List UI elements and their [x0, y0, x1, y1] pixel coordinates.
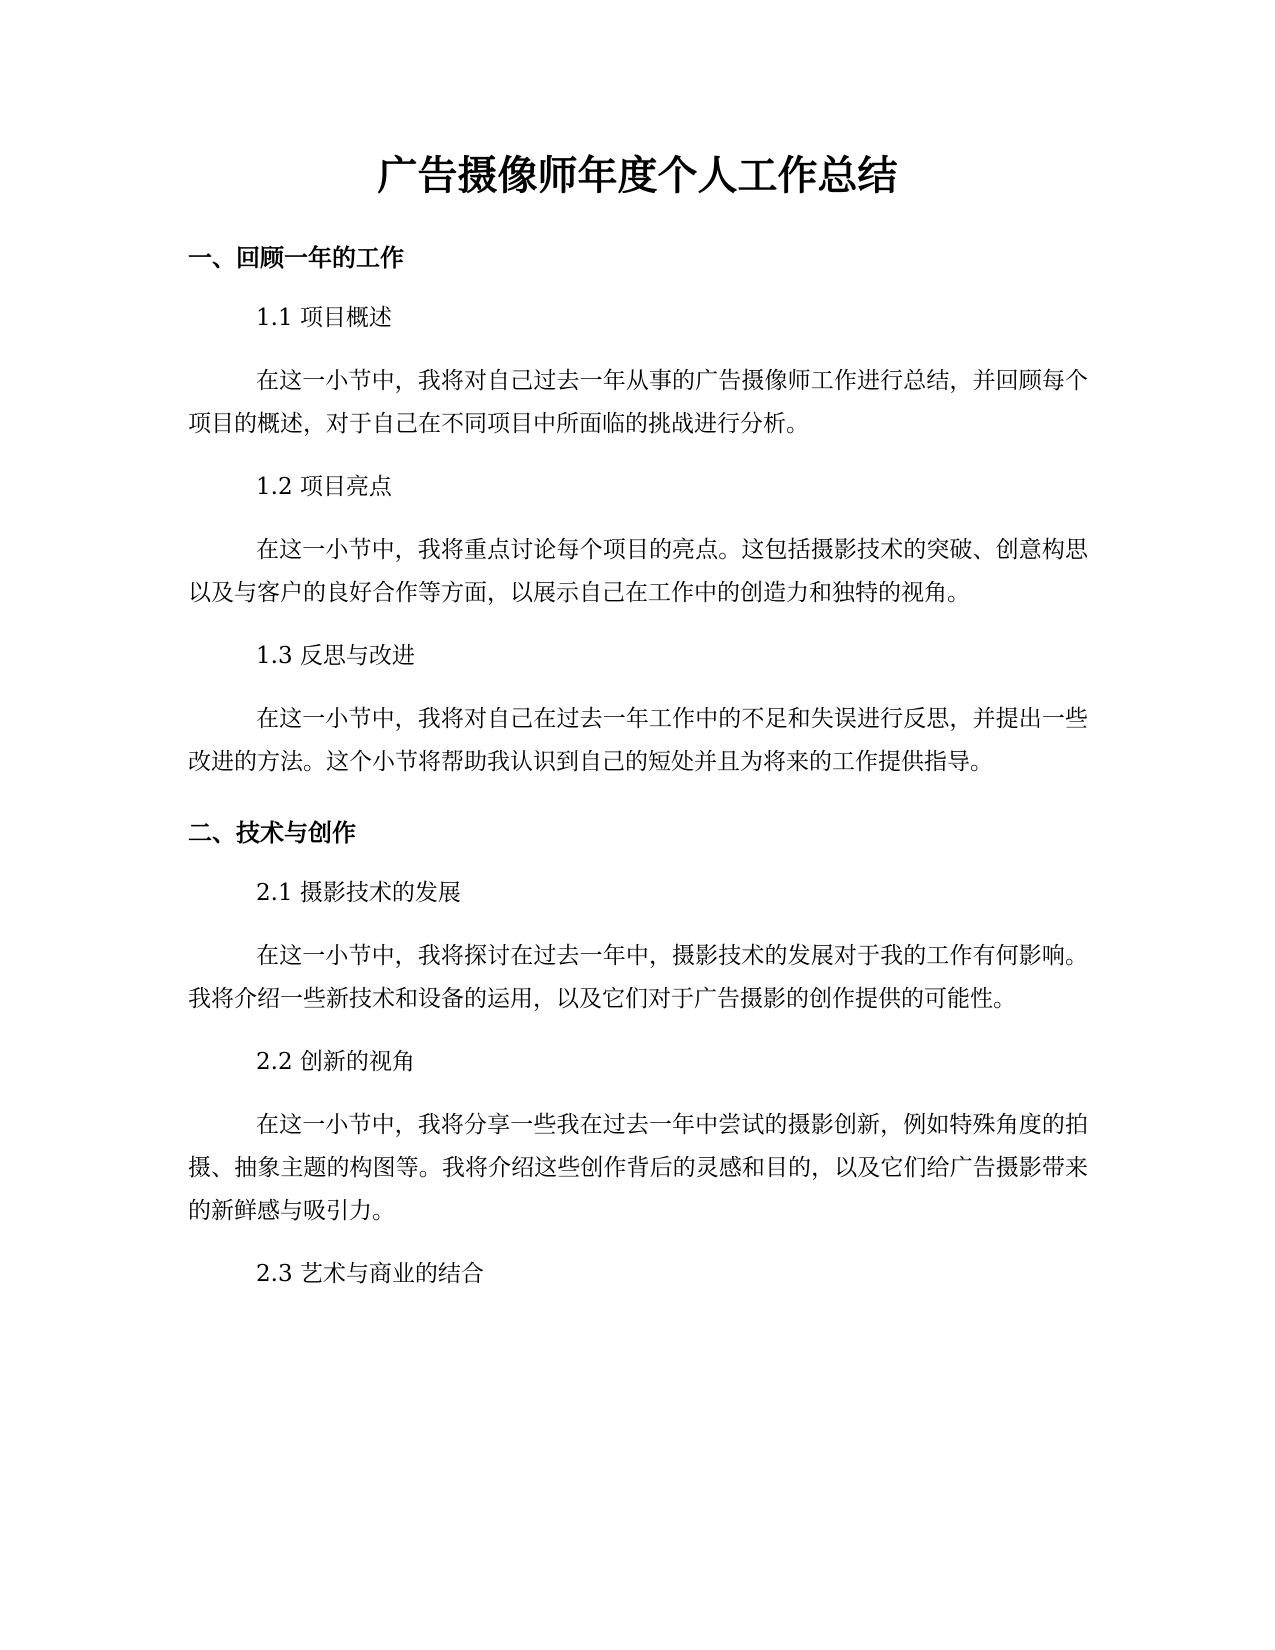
- document-title: 广告摄像师年度个人工作总结: [377, 153, 898, 199]
- section-heading: 二、技术与创作: [188, 819, 356, 847]
- section-spacer: [188, 805, 1088, 813]
- paragraph: 在这一小节中，我将重点讨论每个项目的亮点。这包括摄影技术的突破、创意构思以及与客户的良好合作等方面，以展示自己在工作中的创造力和独特的视角。: [188, 537, 1088, 606]
- paragraph: 在这一小节中，我将探讨在过去一年中，摄影技术的发展对于我的工作有何影响。我将介绍一些新技术和设备的运用，以及它们对于广告摄影的创作提供的可能性。: [188, 943, 1088, 1012]
- subsection-heading: 1.2 项目亮点: [256, 474, 392, 500]
- section-heading: 一、回顾一年的工作: [188, 244, 404, 272]
- subsection-heading: 2.1 摄影技术的发展: [256, 880, 461, 906]
- paragraph: 在这一小节中，我将对自己过去一年从事的广告摄像师工作进行总结，并回顾每个项目的概述，对于自己在不同项目中所面临的挑战进行分析。: [188, 368, 1088, 437]
- subsection-heading: 1.3 反思与改进: [256, 643, 415, 669]
- document-body: [188, 238, 1088, 1316]
- subsection-heading: 1.1 项目概述: [256, 305, 392, 331]
- subsection-heading: 2.3 艺术与商业的结合: [256, 1261, 484, 1287]
- subsection-heading: 2.2 创新的视角: [256, 1049, 415, 1075]
- paragraph: 在这一小节中，我将对自己在过去一年工作中的不足和失误进行反思，并提出一些改进的方法。这个小节将帮助我认识到自己的短处并且为将来的工作提供指导。: [188, 706, 1088, 775]
- paragraph: 在这一小节中，我将分享一些我在过去一年中尝试的摄影创新，例如特殊角度的拍摄、抽象主题的构图等。我将介绍这些创作背后的灵感和目的，以及它们给广告摄影带来的新鲜感与吸引力。: [188, 1112, 1088, 1224]
